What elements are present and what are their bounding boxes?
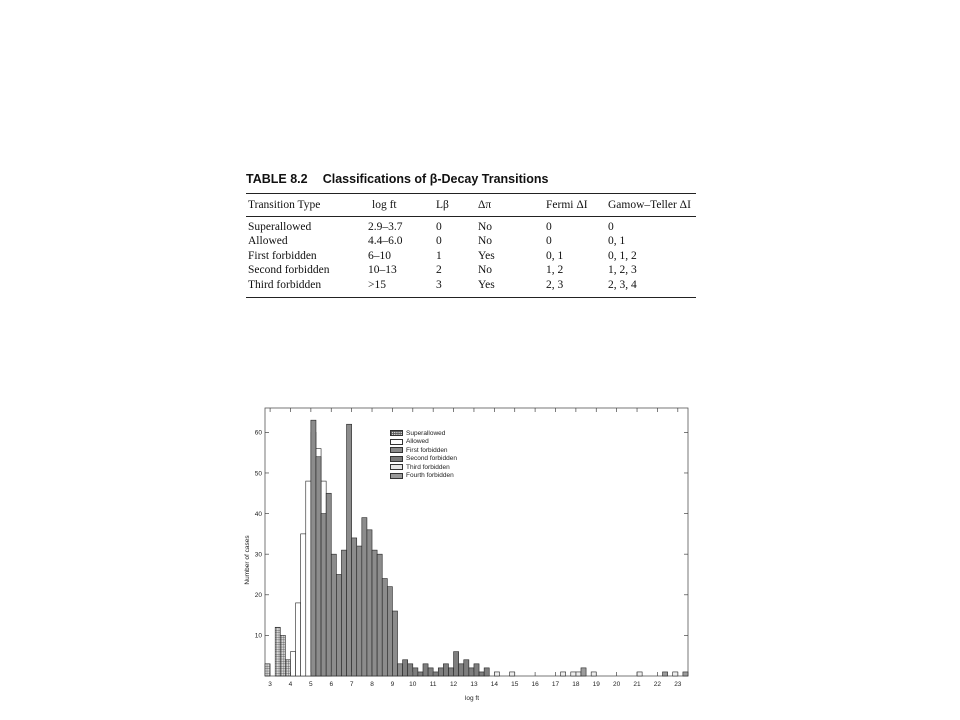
bar-first-forbidden [387, 587, 392, 676]
table-cell: Allowed [248, 235, 288, 247]
bar-first-forbidden [331, 554, 336, 676]
bar-first-forbidden [362, 518, 367, 676]
x-tick-label: 11 [429, 681, 437, 688]
bar-first-forbidden [326, 493, 331, 676]
legend-item [390, 463, 457, 472]
bar-allowed [301, 534, 306, 676]
table-cell: Superallowed [248, 220, 312, 233]
table-cell: 2 [436, 264, 442, 276]
bar-second-forbidden [428, 668, 433, 676]
bar-second-forbidden [448, 668, 453, 676]
y-tick-label: 60 [254, 429, 262, 437]
bar-first-forbidden [398, 664, 403, 676]
bar-fourth-forbidden [663, 672, 668, 676]
bar-second-forbidden [408, 664, 413, 676]
bar-second-forbidden [484, 668, 489, 676]
x-tick-label: 14 [490, 681, 498, 688]
bar-first-forbidden [321, 514, 326, 676]
table-cell: 3 [436, 278, 442, 291]
y-tick-label: 30 [254, 551, 262, 559]
table-cell: No [478, 264, 493, 276]
table-cell: 1, 2 [546, 264, 564, 276]
bar-superallowed [280, 635, 285, 676]
table-cell: No [478, 235, 493, 247]
table-bottom-rule [246, 297, 696, 298]
x-tick-label: 3 [268, 681, 272, 688]
bar-second-forbidden [469, 668, 474, 676]
bar-superallowed [265, 664, 270, 676]
bar-second-forbidden [413, 668, 418, 676]
bar-first-forbidden [316, 457, 321, 676]
bar-first-forbidden [311, 420, 316, 676]
legend-item [390, 455, 457, 464]
bar-third-forbidden [673, 672, 678, 676]
bar-second-forbidden [443, 664, 448, 676]
bar-second-forbidden [433, 672, 438, 676]
bar-third-forbidden [561, 672, 566, 676]
table-cell: Yes [478, 278, 495, 291]
header-fermi: Fermi ΔI [546, 199, 588, 211]
table-cell: Second forbidden [248, 264, 330, 276]
table-cell: No [478, 220, 493, 233]
legend-label: Fourth forbidden [406, 472, 454, 480]
x-tick-label: 17 [551, 681, 560, 688]
table-cell: 10–13 [368, 264, 397, 276]
legend-label: First forbidden [406, 446, 448, 454]
bar-first-forbidden [377, 554, 382, 676]
legend-item [390, 438, 457, 447]
table-cell: Third forbidden [248, 278, 322, 291]
header-gamow-teller: Gamow–Teller ΔI [608, 199, 691, 211]
bar-first-forbidden [347, 424, 352, 676]
legend-swatch-second-forbidden [390, 456, 403, 462]
bar-first-forbidden [367, 530, 372, 676]
x-tick-label: 21 [633, 681, 641, 688]
bar-first-forbidden [372, 550, 377, 676]
bar-allowed [296, 603, 301, 676]
x-tick-label: 18 [572, 681, 580, 688]
table-cell: 0, 1 [546, 249, 564, 262]
bar-third-forbidden [571, 672, 576, 676]
bar-first-forbidden [341, 550, 346, 676]
table-cell: Yes [478, 249, 495, 262]
header-l-beta: Lβ [436, 199, 449, 211]
x-tick-label: 23 [674, 681, 682, 688]
legend-swatch-fourth-forbidden [390, 473, 403, 479]
bar-second-forbidden [464, 660, 469, 676]
histogram-bars [265, 420, 688, 676]
bar-third-forbidden [576, 672, 581, 676]
bar-second-forbidden [454, 652, 459, 676]
table-cell: 2.9–3.7 [368, 220, 403, 233]
table-caption: Classifications of β-Decay Transitions [322, 172, 549, 186]
bar-superallowed [285, 660, 290, 676]
classification-table [246, 172, 696, 298]
x-tick-label: 4 [288, 681, 293, 688]
bar-second-forbidden [418, 672, 423, 676]
legend-swatch-allowed [390, 439, 403, 445]
legend-label: Second forbidden [406, 455, 457, 463]
table-number: TABLE 8.2 [246, 172, 308, 186]
x-tick-label: 6 [329, 681, 334, 688]
x-tick-label: 22 [653, 681, 662, 688]
legend-label: Third forbidden [406, 463, 450, 471]
table-cell: First forbidden [248, 249, 317, 262]
legend-label: Allowed [406, 438, 429, 446]
table-cell: 4.4–6.0 [368, 235, 403, 247]
table-cell: 0, 1 [608, 235, 626, 247]
table-header-row [246, 194, 696, 216]
table-cell: 0 [546, 220, 552, 233]
table-cell: 0 [436, 220, 442, 233]
bar-second-forbidden [479, 672, 484, 676]
x-tick-label: 16 [531, 681, 539, 688]
table-cell: 1, 2, 3 [608, 264, 637, 276]
bar-first-forbidden [392, 611, 397, 676]
x-tick-label: 10 [409, 681, 417, 688]
y-axis-title: Number of cases [244, 535, 251, 585]
legend-swatch-first-forbidden [390, 447, 403, 453]
bar-first-forbidden [357, 546, 362, 676]
x-axis-title: log ft [464, 695, 480, 702]
table-cell: 1 [436, 249, 442, 262]
bar-second-forbidden [438, 668, 443, 676]
x-tick-label: 12 [449, 681, 458, 688]
legend-item [390, 429, 457, 438]
table-cell: 6–10 [368, 249, 391, 262]
x-tick-label: 8 [370, 681, 374, 688]
bar-first-forbidden [336, 574, 341, 676]
header-log-ft: log ft [372, 199, 397, 211]
bar-third-forbidden [510, 672, 515, 676]
bar-first-forbidden [352, 538, 357, 676]
x-tick-label: 9 [390, 681, 395, 688]
table-cell: 0, 1, 2 [608, 249, 637, 262]
y-tick-label: 10 [254, 632, 262, 640]
table-cell: 0 [436, 235, 442, 247]
table-body [246, 217, 696, 298]
table-cell: 0 [546, 235, 552, 247]
x-tick-label: 19 [592, 681, 600, 688]
bar-third-forbidden [637, 672, 642, 676]
table-cell: 2, 3, 4 [608, 278, 637, 291]
x-tick-label: 7 [349, 681, 354, 688]
x-tick-label: 20 [613, 681, 621, 688]
bar-fourth-forbidden [683, 672, 688, 676]
legend-swatch-superallowed [390, 430, 403, 436]
legend-item [390, 472, 457, 481]
bar-allowed [306, 481, 311, 676]
legend-swatch-third-forbidden [390, 464, 403, 470]
bar-third-forbidden [494, 672, 499, 676]
table-cell: 0 [608, 220, 614, 233]
bar-second-forbidden [403, 660, 408, 676]
x-tick-label: 15 [511, 681, 519, 688]
x-tick-label: 13 [470, 681, 478, 688]
chart-legend [390, 429, 457, 480]
y-tick-label: 20 [254, 592, 262, 600]
bar-third-forbidden [591, 672, 596, 676]
bar-superallowed [275, 627, 280, 676]
x-tick-label: 5 [309, 681, 313, 688]
y-tick-label: 40 [254, 510, 262, 518]
log-ft-histogram [238, 402, 700, 706]
header-transition-type: Transition Type [248, 199, 321, 211]
bar-fourth-forbidden [581, 668, 586, 676]
histogram-canvas [238, 402, 700, 706]
bar-second-forbidden [474, 664, 479, 676]
table-cell: >15 [368, 278, 386, 291]
bar-allowed [290, 652, 295, 676]
legend-label: Superallowed [406, 429, 446, 437]
bar-second-forbidden [423, 664, 428, 676]
table-cell: 2, 3 [546, 278, 564, 291]
bar-first-forbidden [382, 579, 387, 676]
table-title [246, 172, 696, 187]
header-delta-pi: Δπ [478, 199, 492, 211]
y-tick-label: 50 [254, 470, 262, 478]
legend-item [390, 446, 457, 455]
bar-second-forbidden [459, 664, 464, 676]
